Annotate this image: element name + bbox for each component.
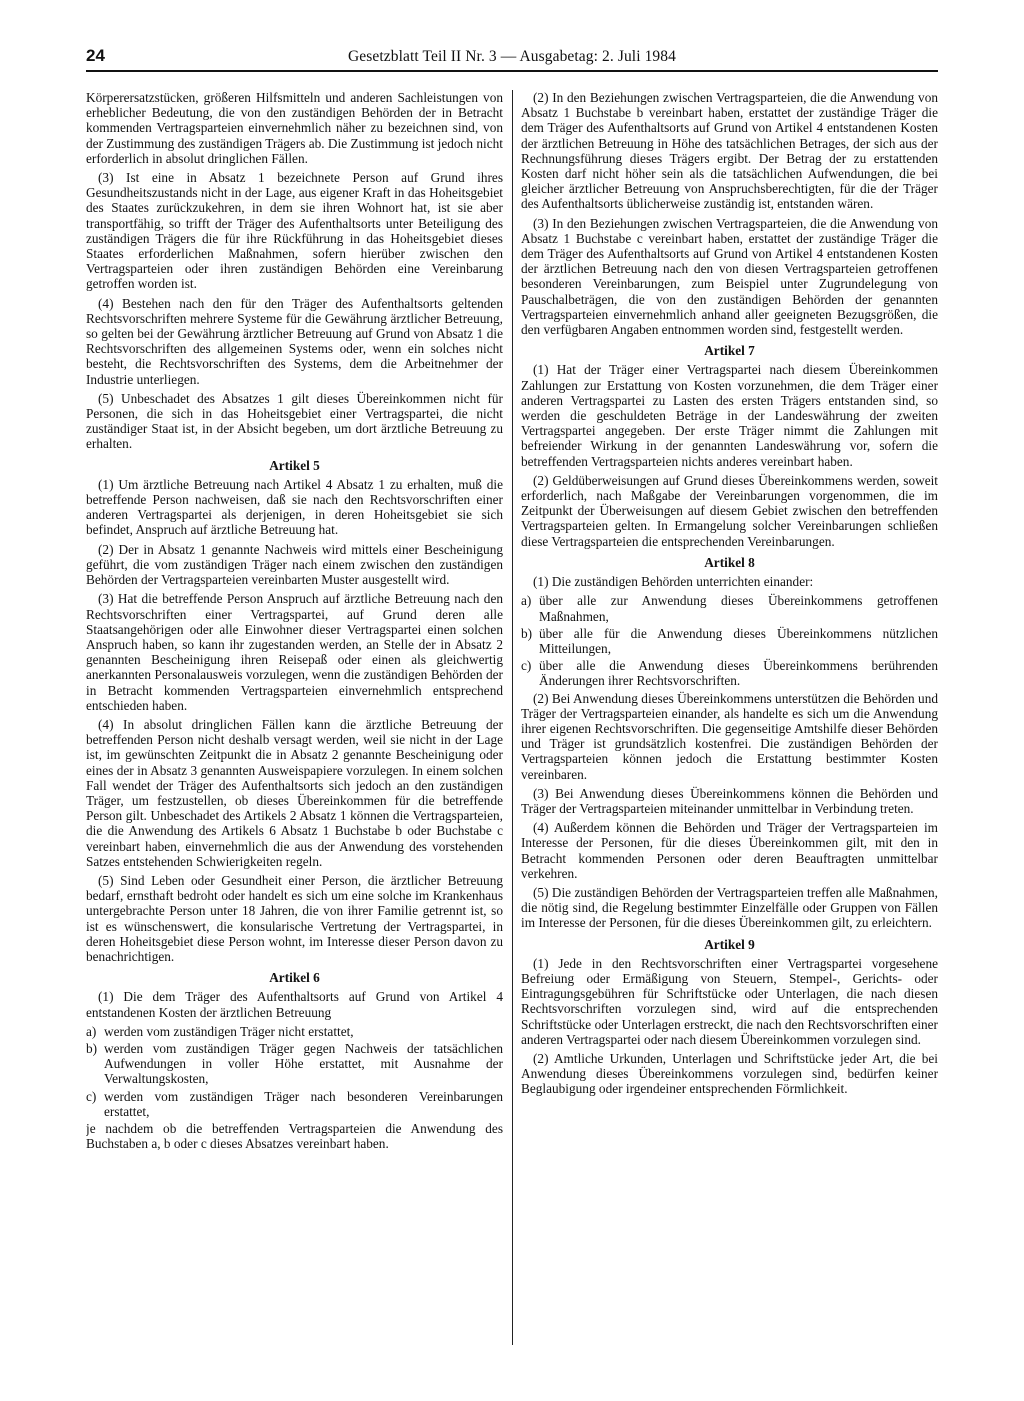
list-item-text: über alle für die Anwendung dieses Übereinkommens nützlichen Mitteilungen, (539, 625, 938, 656)
list-item (521, 626, 938, 656)
right-column (521, 90, 938, 1390)
paragraph: (1) Die zuständigen Behörden unterrichten einander: (533, 574, 814, 590)
paragraph: (5) Die zuständigen Behörden der Vertragsparteien treffen alle Maßnahmen, die nötig sind, die Regelung bestimmter Einzelfälle oder Gruppen von Fällen im Interesse der Personen, für die dieses Übereinkommen gilt, zu erleichtern. (521, 884, 938, 931)
paragraph: (2) Amtliche Urkunden, Unterlagen und Schriftstücke jeder Art, die bei Anwendung dieses Übereinkommens vorzulegen sind, bedürfen keiner Beglaubigung oder irgendeiner entsprechenden Förmlichkeit. (521, 1050, 938, 1097)
paragraph: (2) In den Beziehungen zwischen Vertragsparteien, die die Anwendung von Absatz 1 Buchstabe b vereinbart haben, erstattet der zuständige Träger die dem Träger des Aufenthaltsorts auf Grund von Artikel 4 entstandenen Kosten der ärztlichen Betreuung in Höhe des tatsächlichen Betrages, der sich aus der Rechnungsführung dieses Trägers ergibt. Der Betrag der zu erstattenden Kosten darf nicht höher sein als die tatsächlichen Aufwendungen, die bei gleicher ärztlicher Betreuung von Anspruchsberechtigten, für die der Träger des Aufenthaltsorts üblicherweise zuständig ist, entstanden wären. (521, 90, 938, 212)
article-heading: Artikel 7 (704, 343, 755, 359)
paragraph: (1) Hat der Träger einer Vertragspartei nach diesem Übereinkommen Zahlungen zur Erstattung von Kosten vorzunehmen, die dem Träger einer anderen Vertragspartei zu Lasten des ersten Trägers entstanden sind, so werden die geschuldeten Beträge in der Landeswährung der zweiten Vertragspartei angegeben. Der erste Träger nimmt die Zahlungen mit befreiender Wirkung in der genannten Landeswährung vor, sofern die betreffenden Vertragsparteien nichts anderes vereinbart haben. (521, 362, 938, 469)
header-rule (86, 70, 938, 72)
list-item-label: a) (521, 593, 532, 609)
list-item-label: c) (521, 658, 532, 674)
list-item-text: werden vom zuständigen Träger nicht erstattet, (104, 1023, 354, 1039)
paragraph: (5) Unbeschadet des Absatzes 1 gilt dieses Übereinkommen nicht für Personen, die sich in das Hoheitsgebiet einer Vertragspartei, die nicht zuständiger Staat ist, in der Absicht begeben, um dort ärztliche Betreuung zu erhalten. (86, 390, 503, 452)
column-divider (512, 90, 513, 1345)
paragraph: (2) Bei Anwendung dieses Übereinkommens unterstützen die Behörden und Träger der Vertragsparteien einander, als handelte es sich um die Anwendung ihrer eigenen Rechtsvorschriften. Die gegenseitige Amtshilfe dieser Behörden und Träger ist grundsätzlich kostenfrei. Die zuständigen Behörden der Vertragsparteien können jedoch die Erstattung bestimmter Kosten vereinbaren. (521, 690, 938, 782)
paragraph: (4) Außerdem können die Behörden und Träger der Vertragsparteien im Interesse der Personen, für die dieses Übereinkommen gilt, mit den in Betracht kommenden Personen oder deren Beauftragten unmittelbar verkehren. (521, 820, 938, 881)
paragraph: (1) Um ärztliche Betreuung nach Artikel 4 Absatz 1 zu erhalten, muß die betreffende Person nachweisen, daß sie nach den Rechtsvorschriften einer anderen Vertragspartei als derjenigen, in deren Hoheitsgebiet sie sich befindet, Anspruch auf ärztliche Betreuung hat. (86, 476, 503, 538)
list-item-text: werden vom zuständigen Träger nach besonderen Vereinbarungen erstattet, (104, 1088, 503, 1119)
paragraph: (1) Jede in den Rechtsvorschriften einer Vertragspartei vorgesehene Befreiung oder Ermäßigung von Steuern, Stempel-, Gerichts- oder Eintragungsgebühren für Schriftstücke oder Unterlagen, die nach diesen Rechtsvorschriften vorzulegen sind, wird auf die entsprechenden Schriftstücke oder Unterlagen erstreckt, die nach den Rechtsvorschriften einer anderen Vertragspartei oder nach diesem Übereinkommen vorzulegen sind. (521, 955, 938, 1047)
paragraph: (1) Die dem Träger des Aufenthaltsorts auf Grund von Artikel 4 entstandenen Kosten der ärztlichen Betreuung (86, 989, 503, 1020)
list-item (521, 658, 938, 688)
list-item-text: über alle zur Anwendung dieses Übereinkommens getroffenen Maßnahmen, (539, 593, 938, 624)
left-column (86, 90, 503, 1390)
article-heading: Artikel 9 (704, 936, 755, 952)
list-item-label: b) (86, 1040, 98, 1056)
article-heading: Artikel 6 (269, 970, 320, 986)
paragraph: Körperersatzstücken, größeren Hilfsmitteln und anderen Sachleistungen von erheblicher Bedeutung, die von den zuständigen Behörden der in Betracht kommenden Vertragsparteien einvernehmlich näher zu bezeichnen sind, von der Zustimmung des zuständigen Trägers ab. Die Zustimmung ist jedoch nicht erforderlich in absolut dringlichen Fällen. (86, 90, 503, 166)
article-heading: Artikel 5 (269, 457, 320, 473)
paragraph: (4) In absolut dringlichen Fällen kann die ärztliche Betreuung der betreffenden Person nicht deshalb versagt werden, weil sie nicht in der Lage ist, im gewünschten Zeitpunkt die in Absatz 2 genannte Bescheinigung oder eines der in Absatz 3 genannten Ausweispapiere vorzulegen. In einem solchen Fall wendet der Träger des Aufenthaltsorts sich jedoch an den zuständigen Träger, um festzustellen, ob dieses Übereinkommen für die betreffende Person gilt. Unbeschadet des Artikels 2 Absatz 1 können die Vertragsparteien, die die Anwendung des Artikels 6 Absatz 1 Buchstabe b oder Buchstabe c vereinbart haben, einvernehmlich die aus der Anwendung des vorstehenden Satzes entstehenden Schwierigkeiten regeln. (86, 716, 503, 869)
paragraph: (3) Bei Anwendung dieses Übereinkommens können die Behörden und Träger der Vertragsparteien miteinander unmittelbar in Verbindung treten. (521, 785, 938, 816)
paragraph: (5) Sind Leben oder Gesundheit einer Person, die ärztlicher Betreuung bedarf, ernsthaft bedroht oder handelt es sich um eine solche im Krankenhaus untergebrachte Person unter 18 Jahren, die von ihrer Familie getrennt ist, so ist es wünschenswert, die konsularische Vertretung der Vertragspartei, in deren Hoheitsgebiet diese Person wohnt, im Interesse dieser Person davon zu benachrichtigen. (86, 872, 503, 964)
list-item-label: c) (86, 1088, 97, 1104)
paragraph: (2) Der in Absatz 1 genannte Nachweis wird mittels einer Bescheinigung geführt, die vom zuständigen Träger nach einem zwischen den zuständigen Behörden der Vertragsparteien vereinbarten Muster ausgestellt wird. (86, 541, 503, 588)
list-item (86, 1024, 503, 1039)
list-item-text: werden vom zuständigen Träger gegen Nachweis der tatsächlichen Aufwendungen in voller Höhe erstattet, mit Ausnahme der Verwaltungskosten, (104, 1040, 503, 1087)
paragraph: (2) Geldüberweisungen auf Grund dieses Übereinkommens werden, soweit erforderlich, nach Maßgabe der Vereinbarungen vorgenommen, die im Zeitpunkt der Überweisungen auf diesem Gebiet zwischen den betreffenden Vertragsparteien gelten. In Ermangelung solcher Vereinbarungen schließen diese Vertragsparteien die entsprechenden Vereinbarungen. (521, 472, 938, 549)
page-header (86, 42, 938, 70)
list-item (86, 1089, 503, 1119)
list-item (86, 1041, 503, 1087)
paragraph: (4) Bestehen nach den für den Träger des Aufenthaltsorts geltenden Rechtsvorschriften mehrere Systeme für die Gewährung ärztlicher Betreuung, so gelten bei der Gewährung ärztlicher Betreuung auf Grund von Absatz 1 die Rechtsvorschriften des allgemeinen Systems oder, wenn ein solches nicht besteht, die Rechtsvorschriften des Systems, dem die Arbeitnehmer der Industrie unterliegen. (86, 295, 503, 387)
paragraph: (3) In den Beziehungen zwischen Vertragsparteien, die die Anwendung von Absatz 1 Buchstabe c vereinbart haben, erstattet der zuständige Träger die dem Träger des Aufenthaltsorts auf Grund von Artikel 4 entstandenen Kosten der ärztlichen Betreuung nach den von diesen Vertragsparteien getroffenen besonderen Vereinbarungen, zum Beispiel unter Zugrundelegung von Pauschalbeträgen, die von den zuständigen Behörden der genannten Vertragsparteien einvernehmlich anhand aller geeigneten Bezugsgrößen, die den verfügbaren Angaben entnommen worden sind, festgestellt werden. (521, 215, 938, 338)
list-item-label: a) (86, 1023, 97, 1039)
header-title: Gesetzblatt Teil II Nr. 3 — Ausgabetag: 2. Juli 1984 (348, 48, 676, 65)
paragraph: (3) Hat die betreffende Person Anspruch auf ärztliche Betreuung nach den Rechtsvorschriften einer Vertragspartei, auf Grund deren alle Staatsangehörigen oder alle Einwohner dieser Vertragspartei einen solchen Anspruch haben, so kann ihr zugestanden werden, an Stelle der in Absatz 2 genannten Bescheinigung ihren Reisepaß oder einen als gleichwertig anerkannten Personalausweis vorzulegen, wenn die zuständigen Behörden der in Betracht kommenden Vertragsparteien einvernehmlich entsprechend entschieden haben. (86, 591, 503, 713)
list-item-text: über alle die Anwendung dieses Übereinkommens berührenden Änderungen ihrer Rechtsvorschriften. (539, 658, 938, 689)
list-item (521, 593, 938, 623)
article-heading: Artikel 8 (704, 554, 755, 570)
page-number: 24 (86, 46, 105, 65)
paragraph: je nachdem ob die betreffenden Vertragsparteien die Anwendung des Buchstaben a, b oder c dieses Absatzes vereinbart haben. (86, 1121, 503, 1152)
paragraph: (3) Ist eine in Absatz 1 bezeichnete Person auf Grund ihres Gesundheitszustands nicht in der Lage, aus eigener Kraft in das Hoheitsgebiet des Staates zurückzukehren, in dem sie ihren Wohnort hat, ist sie aber transportfähig, so trifft der Träger des Aufenthaltsorts unter Beteiligung des zuständigen Trägers die für ihre Rückführung in das Hoheitsgebiet dieses Staates erforderlichen Maßnahmen, sofern hierüber zwischen den Vertragsparteien oder ihren zuständigen Behörden eine Vereinbarung getroffen worden ist. (86, 170, 503, 292)
list-item-label: b) (521, 625, 533, 641)
